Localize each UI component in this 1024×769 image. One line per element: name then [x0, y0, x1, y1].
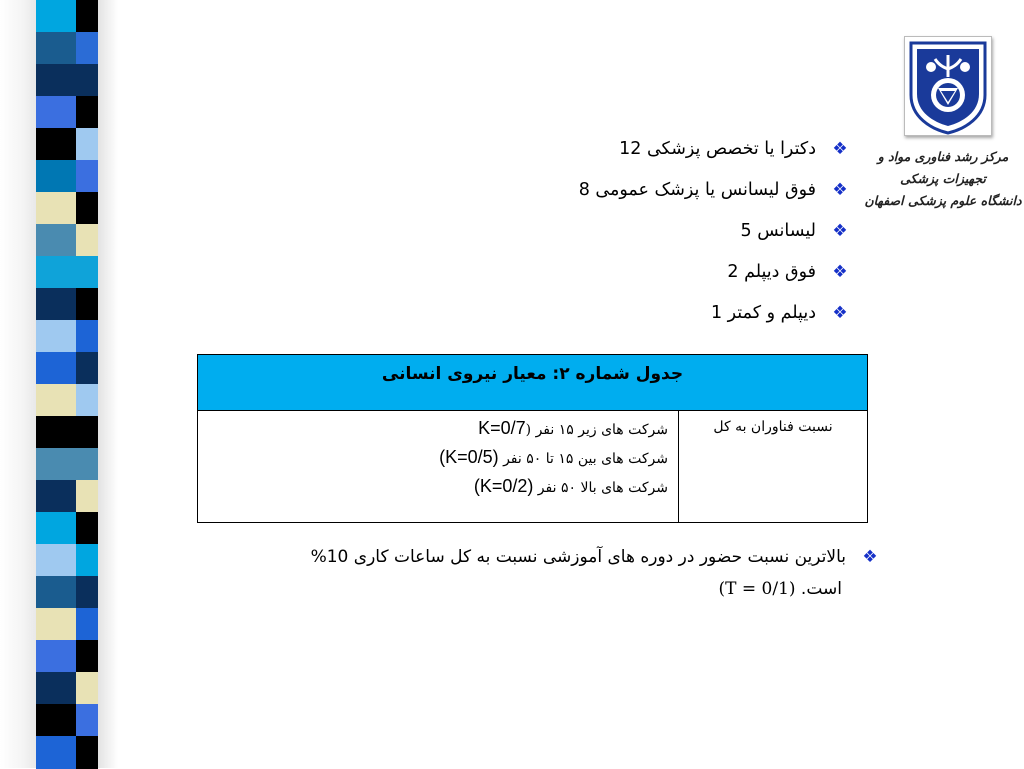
list-item	[579, 128, 848, 169]
list-item	[579, 292, 848, 333]
note-line-1	[311, 541, 878, 573]
stripe	[76, 96, 98, 129]
left-decorative-strip	[36, 0, 98, 768]
table-title: جدول شماره ۲: معیار نیروی انسانی	[198, 355, 867, 411]
stripe	[76, 352, 98, 385]
note-formula: (T = 0/1)	[718, 579, 796, 599]
list-item-text: لیسانس 5	[740, 220, 816, 241]
list-item-text: فوق لیسانس یا پزشک عمومی 8	[578, 179, 816, 200]
stripe	[76, 0, 98, 33]
table-row	[198, 473, 668, 502]
table-row	[198, 415, 668, 444]
stripe	[76, 256, 98, 289]
stripe	[76, 192, 98, 225]
stripe	[76, 480, 98, 513]
stripe	[76, 672, 98, 705]
training-ratio-note	[311, 541, 878, 605]
note-text-end: است.	[800, 579, 842, 599]
diamond-bullet-icon: ❖	[832, 179, 848, 200]
list-item	[579, 210, 848, 251]
manpower-criteria-table	[197, 354, 868, 523]
list-item-text: فوق دیپلم 2	[727, 261, 816, 282]
stripe	[76, 160, 98, 193]
diamond-bullet-icon: ❖	[832, 261, 848, 282]
stripe	[76, 64, 98, 97]
note-line-2	[311, 573, 842, 605]
list-item	[579, 251, 848, 292]
stripe	[76, 448, 98, 481]
stripe	[76, 576, 98, 609]
stripe	[76, 128, 98, 161]
note-text: بالاترین نسبت حضور در دوره های آموزشی نسبت به کل ساعات کاری 10%	[310, 547, 846, 567]
table-row-text: شرکت های بالا ۵۰ نفر	[533, 480, 668, 496]
diamond-bullet-icon: ❖	[832, 220, 848, 241]
diamond-bullet-icon: ❖	[862, 547, 878, 567]
table-row-k-value: (K=0/2)	[473, 476, 534, 496]
stripe	[76, 224, 98, 257]
diamond-bullet-icon: ❖	[832, 138, 848, 159]
stripe	[76, 320, 98, 353]
stripe	[76, 384, 98, 417]
stripe	[76, 608, 98, 641]
table-criterion-cell: نسبت فناوران به کل	[678, 411, 867, 522]
list-item	[579, 169, 848, 210]
table-row-k-value: K=0/7	[478, 418, 526, 438]
table-values-cell	[198, 411, 678, 522]
university-emblem-icon	[905, 37, 991, 135]
stripe-column-narrow	[76, 0, 98, 768]
stripe	[76, 512, 98, 545]
logo-caption-line-2: دانشگاه علوم پزشکی اصفهان	[864, 193, 1022, 208]
stripe	[76, 640, 98, 673]
stripe	[76, 416, 98, 449]
stripe	[76, 32, 98, 65]
table-row-text: شرکت های زیر ۱۵ نفر (	[525, 422, 668, 438]
list-item-text: دکترا یا تخصص پزشکی 12	[619, 138, 816, 159]
list-item-text: دیپلم و کمتر 1	[710, 302, 816, 323]
education-score-list	[579, 128, 848, 333]
table-row-k-value: (K=0/5)	[439, 447, 499, 467]
stripe	[76, 288, 98, 321]
stripe	[76, 544, 98, 577]
stripe	[76, 736, 98, 769]
table-row	[198, 444, 668, 473]
table-row-text: شرکت های بین ۱۵ تا ۵۰ نفر	[498, 451, 668, 467]
diamond-bullet-icon: ❖	[832, 302, 848, 323]
university-logo	[904, 36, 992, 136]
logo-caption	[862, 146, 1024, 212]
stripe	[76, 704, 98, 737]
logo-caption-line-1: مرکز رشد فناوری مواد و تجهیزات پزشکی	[877, 149, 1009, 186]
